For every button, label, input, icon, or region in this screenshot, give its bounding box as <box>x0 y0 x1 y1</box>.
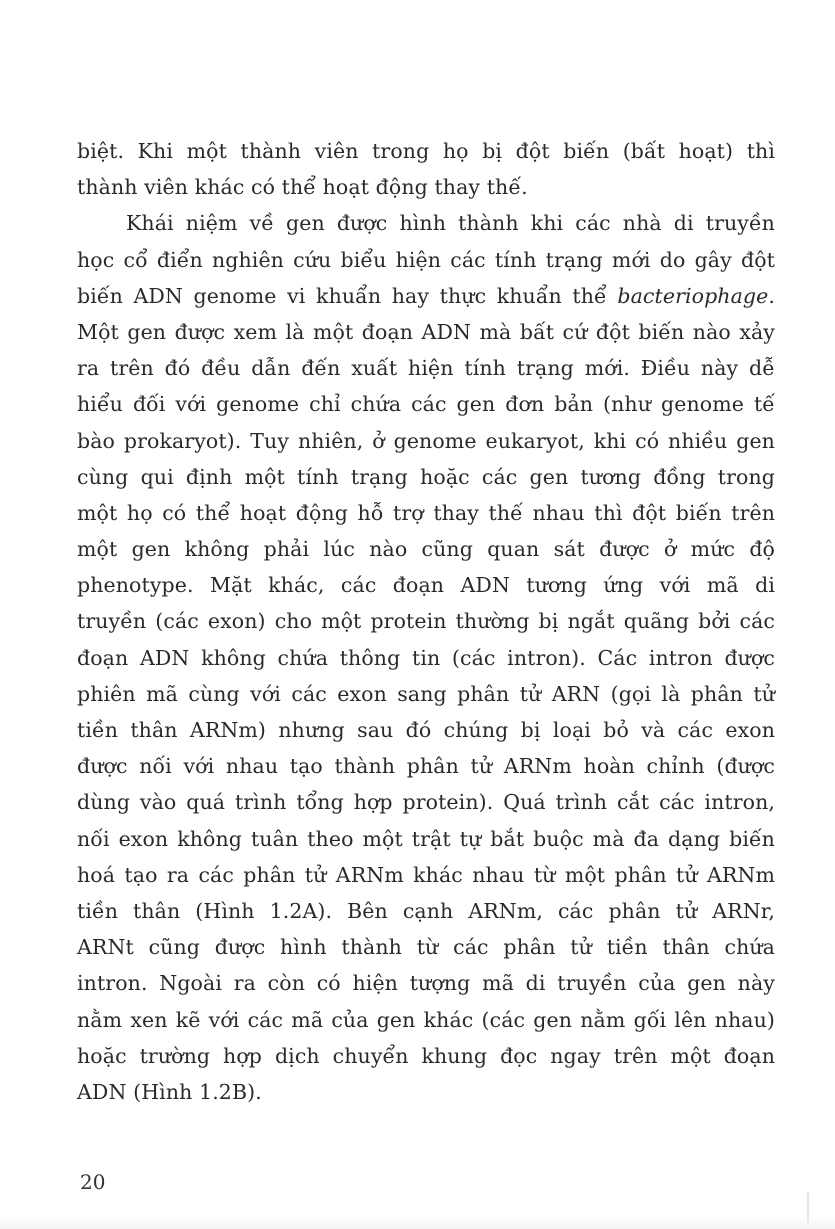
text-line: nằm xen kẽ với các mã của gen khác (các gen nằm gối lên nhau) <box>77 1007 775 1032</box>
text-line: hoá tạo ra các phân tử ARNm khác nhau từ một phân tử ARNm <box>77 862 775 887</box>
scan-shadow <box>0 1215 835 1229</box>
text-line: thành viên khác có thể hoạt động thay thế. <box>77 175 528 200</box>
text-line: đoạn ADN không chứa thông tin (các intron). Các intron được <box>77 645 775 670</box>
text-line: cùng qui định một tính trạng hoặc các gen tương đồng trong <box>77 464 775 489</box>
text-line: biệt. Khi một thành viên trong họ bị đột biến (bất hoạt) thì <box>77 139 775 163</box>
text-line: truyền (các exon) cho một protein thường bị ngắt quãng bởi các <box>77 609 775 634</box>
text-line: được nối với nhau tạo thành phân tử ARNm hoàn chỉnh (được <box>77 754 775 779</box>
text-line: một gen không phải lúc nào cũng quan sát được ở mức độ <box>77 537 775 562</box>
text-line: tiền thân (Hình 1.2A). Bên cạnh ARNm, các phân tử ARNr, <box>77 898 775 923</box>
text-line: ADN (Hình 1.2B). <box>77 1079 262 1104</box>
text-line: hoặc trường hợp dịch chuyển khung đọc ngay trên một đoạn <box>77 1043 775 1068</box>
text-line: phenotype. Mặt khác, các đoạn ADN tương ứng với mã di <box>77 573 775 598</box>
text-line: học cổ điển nghiên cứu biểu hiện các tính trạng mới do gây đột <box>77 247 775 272</box>
paragraph-start-line: Khái niệm về gen được hình thành khi các nhà di truyền <box>126 211 775 236</box>
page-number: 20 <box>80 1170 106 1194</box>
text-line: nối exon không tuân theo một trật tự bắt buộc mà đa dạng biến <box>77 826 775 851</box>
text-fragment: biến ADN genome vi khuẩn hay thực khuẩn thể <box>77 283 618 308</box>
text-line: phiên mã cùng với các exon sang phân tử ARN (gọi là phân tử <box>77 681 775 706</box>
italic-term: bacteriophage <box>617 283 769 308</box>
body-text <box>77 133 775 1110</box>
text-line-with-term <box>77 278 775 314</box>
text-line: ARNt cũng được hình thành từ các phân tử tiền thân chứa <box>77 935 775 960</box>
text-line: bào prokaryot). Tuy nhiên, ở genome eukaryot, khi có nhiều gen <box>77 428 775 453</box>
text-line: ra trên đó đều dẫn đến xuất hiện tính trạng mới. Điều này dễ <box>77 356 775 381</box>
text-line: tiền thân ARNm) nhưng sau đó chúng bị loại bỏ và các exon <box>77 718 775 742</box>
text-line: hiểu đối với genome chỉ chứa các gen đơn bản (như genome tế <box>77 392 775 417</box>
scan-artifact <box>807 1193 809 1223</box>
text-line: Một gen được xem là một đoạn ADN mà bất cứ đột biến nào xảy <box>77 319 775 344</box>
text-fragment: . <box>768 283 775 308</box>
text-line: intron. Ngoài ra còn có hiện tượng mã di truyền của gen này <box>77 971 775 996</box>
text-line: dùng vào quá trình tổng hợp protein). Quá trình cắt các intron, <box>77 790 775 815</box>
text-line: một họ có thể hoạt động hỗ trợ thay thế nhau thì đột biến trên <box>77 500 775 525</box>
